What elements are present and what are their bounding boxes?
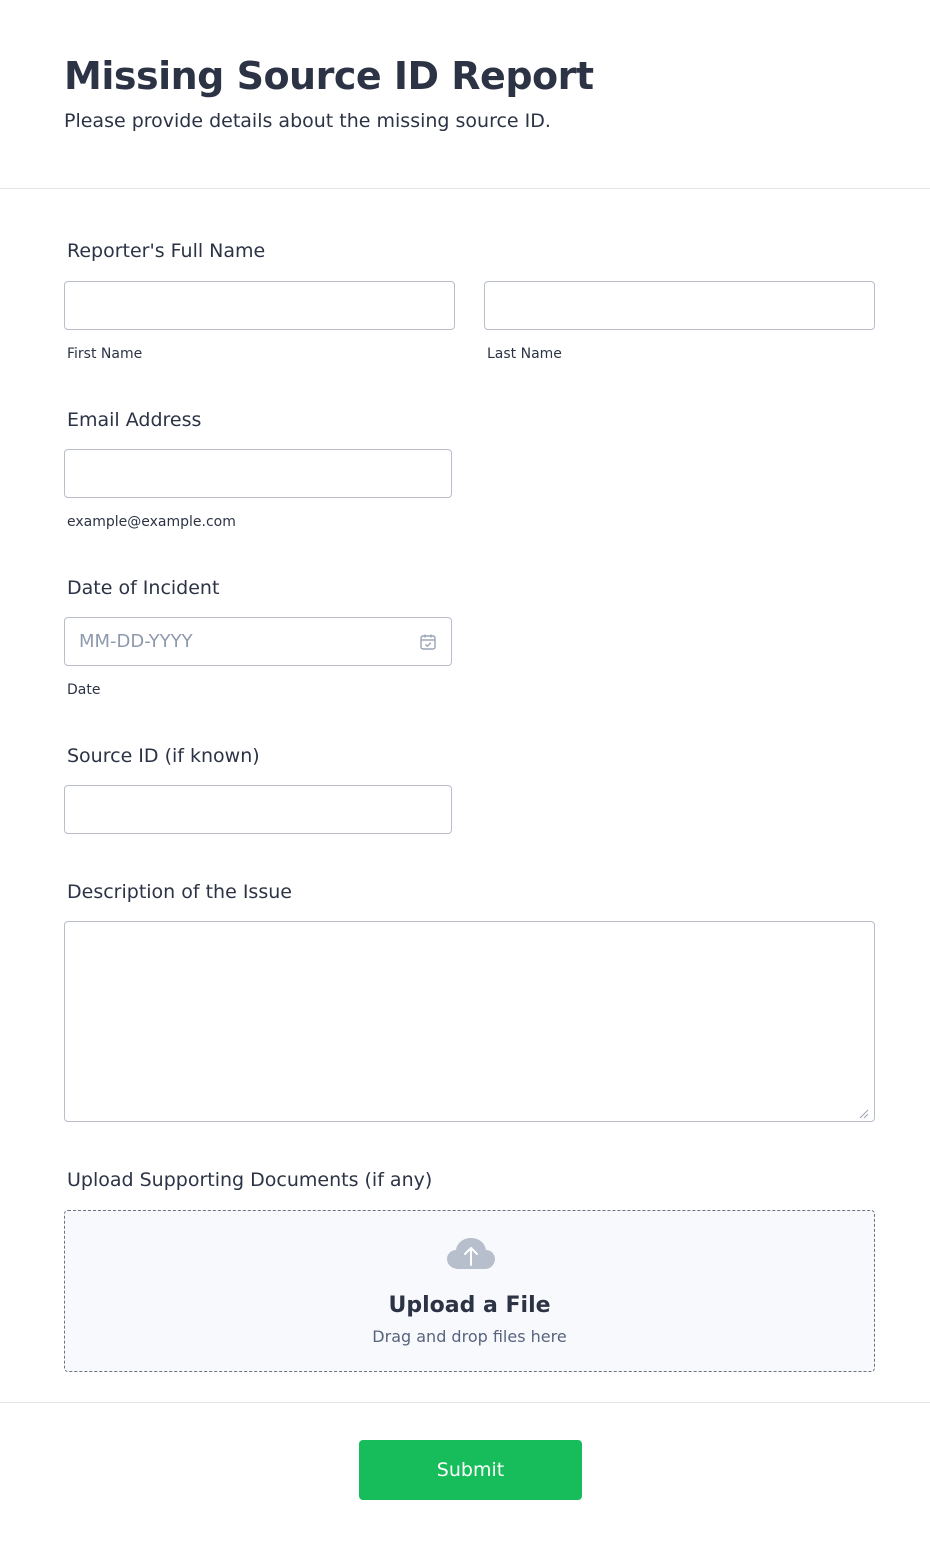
calendar-icon[interactable] — [418, 632, 438, 652]
date-label: Date of Incident — [67, 577, 220, 599]
source-id-input[interactable] — [64, 785, 452, 834]
email-label: Email Address — [67, 409, 202, 431]
upload-label: Upload Supporting Documents (if any) — [67, 1169, 433, 1191]
date-sublabel: Date — [67, 682, 101, 698]
page-subtitle: Please provide details about the missing source ID. — [64, 110, 551, 132]
first-name-input[interactable] — [64, 281, 455, 330]
upload-title: Upload a File — [388, 1293, 551, 1318]
page-title: Missing Source ID Report — [64, 54, 594, 98]
email-sublabel: example@example.com — [67, 514, 236, 530]
source-id-label: Source ID (if known) — [67, 745, 260, 767]
last-name-sublabel: Last Name — [487, 346, 562, 362]
first-name-sublabel: First Name — [67, 346, 143, 362]
description-label: Description of the Issue — [67, 881, 292, 903]
description-textarea[interactable] — [64, 921, 875, 1122]
resize-grip-icon[interactable] — [857, 1104, 869, 1116]
footer-divider — [0, 1402, 930, 1403]
form-header — [0, 0, 930, 189]
submit-button[interactable]: Submit — [359, 1440, 582, 1500]
upload-hint: Drag and drop files here — [372, 1327, 567, 1346]
cloud-upload-icon — [445, 1235, 497, 1275]
email-input[interactable] — [64, 449, 452, 498]
file-upload-dropzone[interactable] — [64, 1210, 875, 1372]
full-name-label: Reporter's Full Name — [67, 240, 266, 262]
last-name-input[interactable] — [484, 281, 875, 330]
date-input[interactable] — [64, 617, 452, 666]
